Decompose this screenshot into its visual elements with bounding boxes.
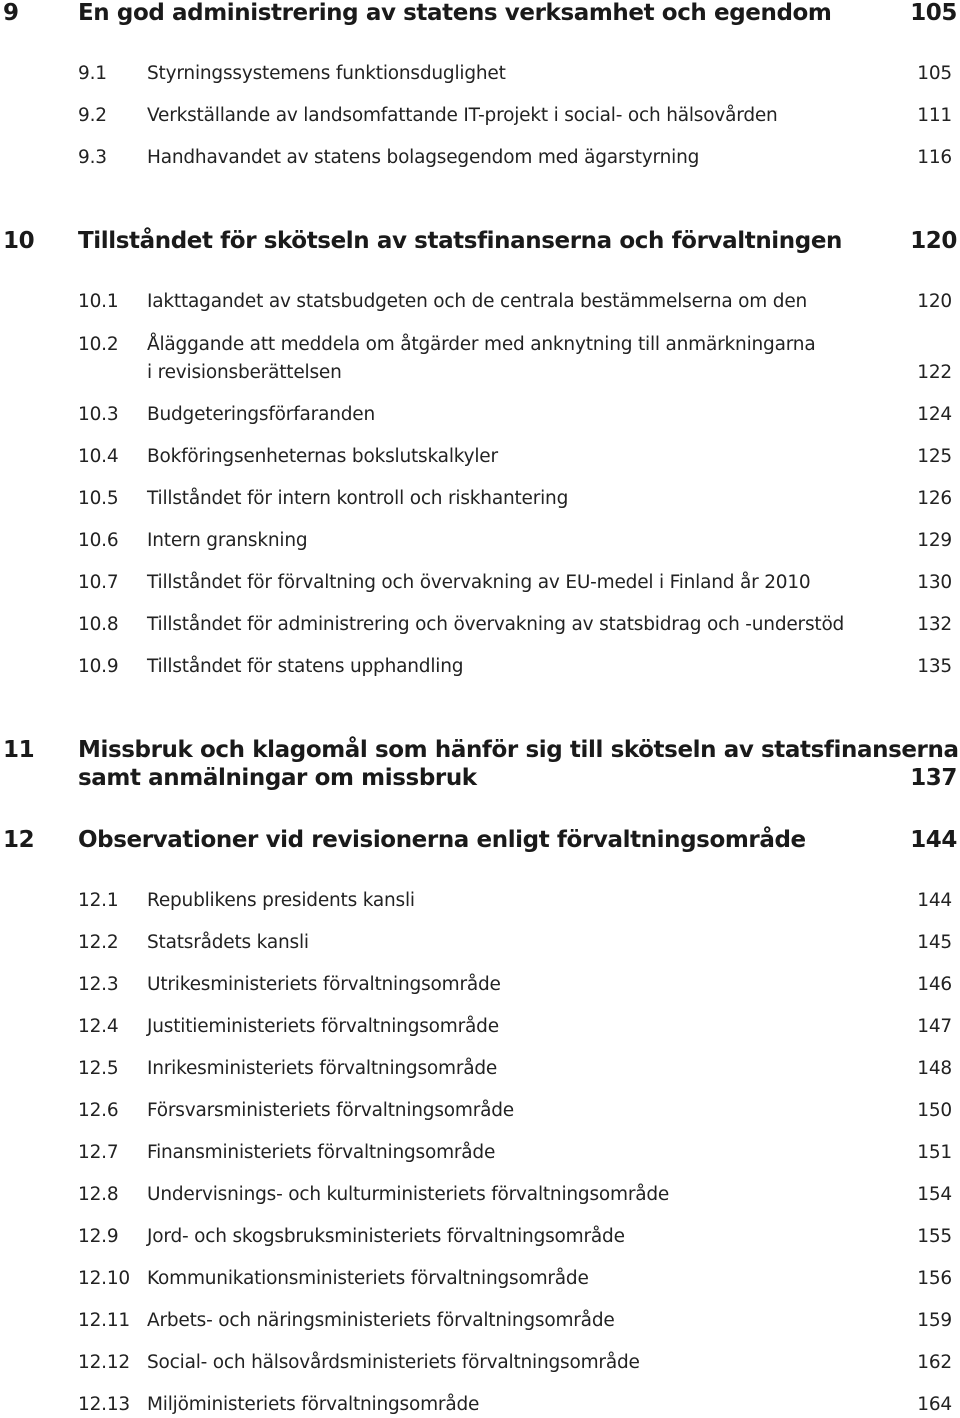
toc-title: Inrikesministeriets förvaltningsområde [147,1058,498,1079]
toc-page: 151 [917,1142,952,1163]
toc-page: 156 [917,1268,952,1289]
toc-page: 148 [917,1058,952,1079]
toc-page: 137 [910,765,957,791]
toc-number: 10.6 [78,530,119,551]
toc-number: 12.3 [78,974,119,995]
toc-title: Missbruk och klagomål som hänför sig till skötseln av statsfinanserna [78,737,959,763]
toc-number: 10.1 [78,291,119,312]
toc-title: Justitieministeriets förvaltningsområde [147,1016,499,1037]
toc-title-line2: i revisionsberättelsen [147,362,342,383]
toc-number: 10.7 [78,572,119,593]
toc-number: 12.10 [78,1268,130,1289]
toc-title: Tillståndet för skötseln av statsfinanserna och förvaltningen [78,228,842,254]
toc-title: Styrningssystemens funktionsduglighet [147,63,506,84]
toc-page: 120 [917,291,952,312]
toc-number: 10.2 [78,334,119,355]
toc-page: 124 [917,404,952,425]
toc-page: 145 [917,932,952,953]
toc-page: 105 [917,63,952,84]
toc-number: 12 [3,827,35,853]
toc-page: 146 [917,974,952,995]
toc-number: 12.7 [78,1142,119,1163]
toc-title: Jord- och skogsbruksministeriets förvaltningsområde [147,1226,625,1247]
toc-page: 144 [917,890,952,911]
toc-page: 164 [917,1394,952,1415]
toc-number: 10.5 [78,488,119,509]
toc-number: 12.5 [78,1058,119,1079]
toc-page: 150 [917,1100,952,1121]
toc-title: Handhavandet av statens bolagsegendom med ägarstyrning [147,147,700,168]
toc-number: 12.8 [78,1184,119,1205]
toc-title: Åläggande att meddela om åtgärder med anknytning till anmärkningarna [147,334,816,355]
toc-title: Miljöministeriets förvaltningsområde [147,1394,480,1415]
toc-title: Verkställande av landsomfattande IT-projekt i social- och hälsovården [147,105,778,126]
toc-page: 162 [917,1352,952,1373]
toc-page: 125 [917,446,952,467]
toc-number: 10.3 [78,404,119,425]
toc-page: 159 [917,1310,952,1331]
toc-page: 144 [910,827,957,853]
toc-title: En god administrering av statens verksamhet och egendom [78,0,832,26]
toc-page: 147 [917,1016,952,1037]
toc-title: Statsrådets kansli [147,932,309,953]
toc-number: 12.1 [78,890,119,911]
toc-page: 155 [917,1226,952,1247]
toc-number: 9.3 [78,147,107,168]
toc-title: Iakttagandet av statsbudgeten och de centrala bestämmelserna om den [147,291,808,312]
toc-page: 154 [917,1184,952,1205]
toc-title: Tillståndet för statens upphandling [147,656,464,677]
toc-number: 10.4 [78,446,119,467]
toc-title: Undervisnings- och kulturministeriets förvaltningsområde [147,1184,670,1205]
toc-number: 12.11 [78,1310,130,1331]
toc-title-line2: samt anmälningar om missbruk [78,765,477,791]
toc-number: 9.1 [78,63,107,84]
toc-title: Tillståndet för intern kontroll och riskhantering [147,488,569,509]
toc-number: 9.2 [78,105,107,126]
toc-title: Bokföringsenheternas bokslutskalkyler [147,446,498,467]
toc-title: Social- och hälsovårdsministeriets förvaltningsområde [147,1352,640,1373]
toc-page: 126 [917,488,952,509]
toc-title: Finansministeriets förvaltningsområde [147,1142,496,1163]
toc-page: 135 [917,656,952,677]
toc-page: 116 [917,147,952,168]
toc-page: 111 [917,105,952,126]
toc-number: 10 [3,228,35,254]
toc-number: 10.9 [78,656,119,677]
toc-number: 12.9 [78,1226,119,1247]
toc-title: Försvarsministeriets förvaltningsområde [147,1100,514,1121]
toc-page: 132 [917,614,952,635]
toc-title: Observationer vid revisionerna enligt förvaltningsområde [78,827,806,853]
toc-number: 12.6 [78,1100,119,1121]
toc-page: 122 [917,362,952,383]
toc-number: 12.2 [78,932,119,953]
toc-title: Republikens presidents kansli [147,890,415,911]
toc-number: 12.12 [78,1352,130,1373]
toc-number: 12.13 [78,1394,130,1415]
toc-title: Tillståndet för förvaltning och övervakning av EU-medel i Finland år 2010 [147,572,811,593]
toc-title: Tillståndet för administrering och övervakning av statsbidrag och -understöd [147,614,845,635]
toc-page: 105 [910,0,957,26]
toc-number: 11 [3,737,35,763]
toc-number: 10.8 [78,614,119,635]
toc-page: 120 [910,228,957,254]
toc-number: 12.4 [78,1016,119,1037]
toc-page: 130 [917,572,952,593]
toc-number: 9 [3,0,19,26]
toc-title: Kommunikationsministeriets förvaltningsområde [147,1268,589,1289]
toc-page: 129 [917,530,952,551]
toc-title: Intern granskning [147,530,308,551]
toc-title: Arbets- och näringsministeriets förvaltningsområde [147,1310,615,1331]
toc-title: Utrikesministeriets förvaltningsområde [147,974,501,995]
toc-title: Budgeteringsförfaranden [147,404,375,425]
